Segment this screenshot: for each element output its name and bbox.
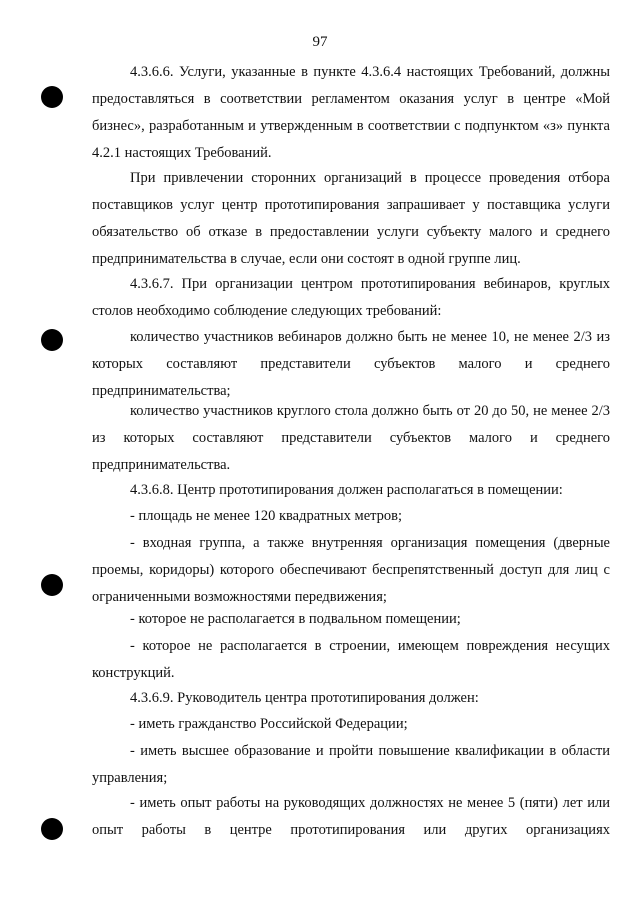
list-item-no-structural-damage: - которое не располагается в строении, имеющем повреждения несущих конструкций. [92, 638, 610, 681]
list-item-not-basement: - которое не располагается в подвальном помещении; [130, 611, 461, 627]
paragraph-4-3-6-9: 4.3.6.9. Руководитель центра прототипирования должен: [130, 690, 479, 706]
paragraph-4-3-6-8: 4.3.6.8. Центр прототипирования должен располагаться в помещении: [130, 482, 563, 498]
binder-hole-mark [41, 818, 63, 840]
paragraph-4-3-6-6: 4.3.6.6. Услуги, указанные в пункте 4.3.6.4 настоящих Требований, должны предоставляться в соответствии регламентом оказания услуг в центре «Мой бизнес», разработанным и утвержденным в соответствии с подпунктом «з» пункта 4.2.1 настоящих Требований. [92, 64, 610, 161]
list-item-accessibility: - входная группа, а также внутренняя организация помещения (дверные проемы, коридоры) которого обеспечивают беспрепятственный доступ для лиц с ограниченными возможностями передвижения; [92, 535, 610, 605]
list-item-education: - иметь высшее образование и пройти повышение квалификации в области управления; [92, 743, 610, 786]
paragraph-webinar-participants: количество участников вебинаров должно быть не менее 10, не менее 2/3 из которых составляют представители субъектов малого и среднего предпринимательства; [92, 329, 610, 399]
binder-hole-mark [41, 86, 63, 108]
list-item-citizenship: - иметь гражданство Российской Федерации; [130, 716, 408, 732]
list-item-experience: - иметь опыт работы на руководящих должностях не менее 5 (пяти) лет или опыт работы в центре прототипирования или других организациях [92, 795, 610, 838]
paragraph-third-party: При привлечении сторонних организаций в процессе проведения отбора поставщиков услуг центр прототипирования запрашивает у поставщика услуги обязательство об отказе в предоставлении услуги субъекту малого и среднего предпринимательства в случае, если они состоят в одной группе лиц. [92, 170, 610, 267]
paragraph-round-table-participants: количество участников круглого стола должно быть от 20 до 50, не менее 2/3 из которых составляют представители субъектов малого и среднего предпринимательства. [92, 403, 610, 473]
list-item-area: - площадь не менее 120 квадратных метров; [130, 508, 403, 524]
paragraph-4-3-6-7: 4.3.6.7. При организации центром прототипирования вебинаров, круглых столов необходимо соблюдение следующих требований: [92, 276, 610, 319]
page-number: 97 [312, 34, 328, 50]
binder-hole-mark [41, 574, 63, 596]
binder-hole-mark [41, 329, 63, 351]
